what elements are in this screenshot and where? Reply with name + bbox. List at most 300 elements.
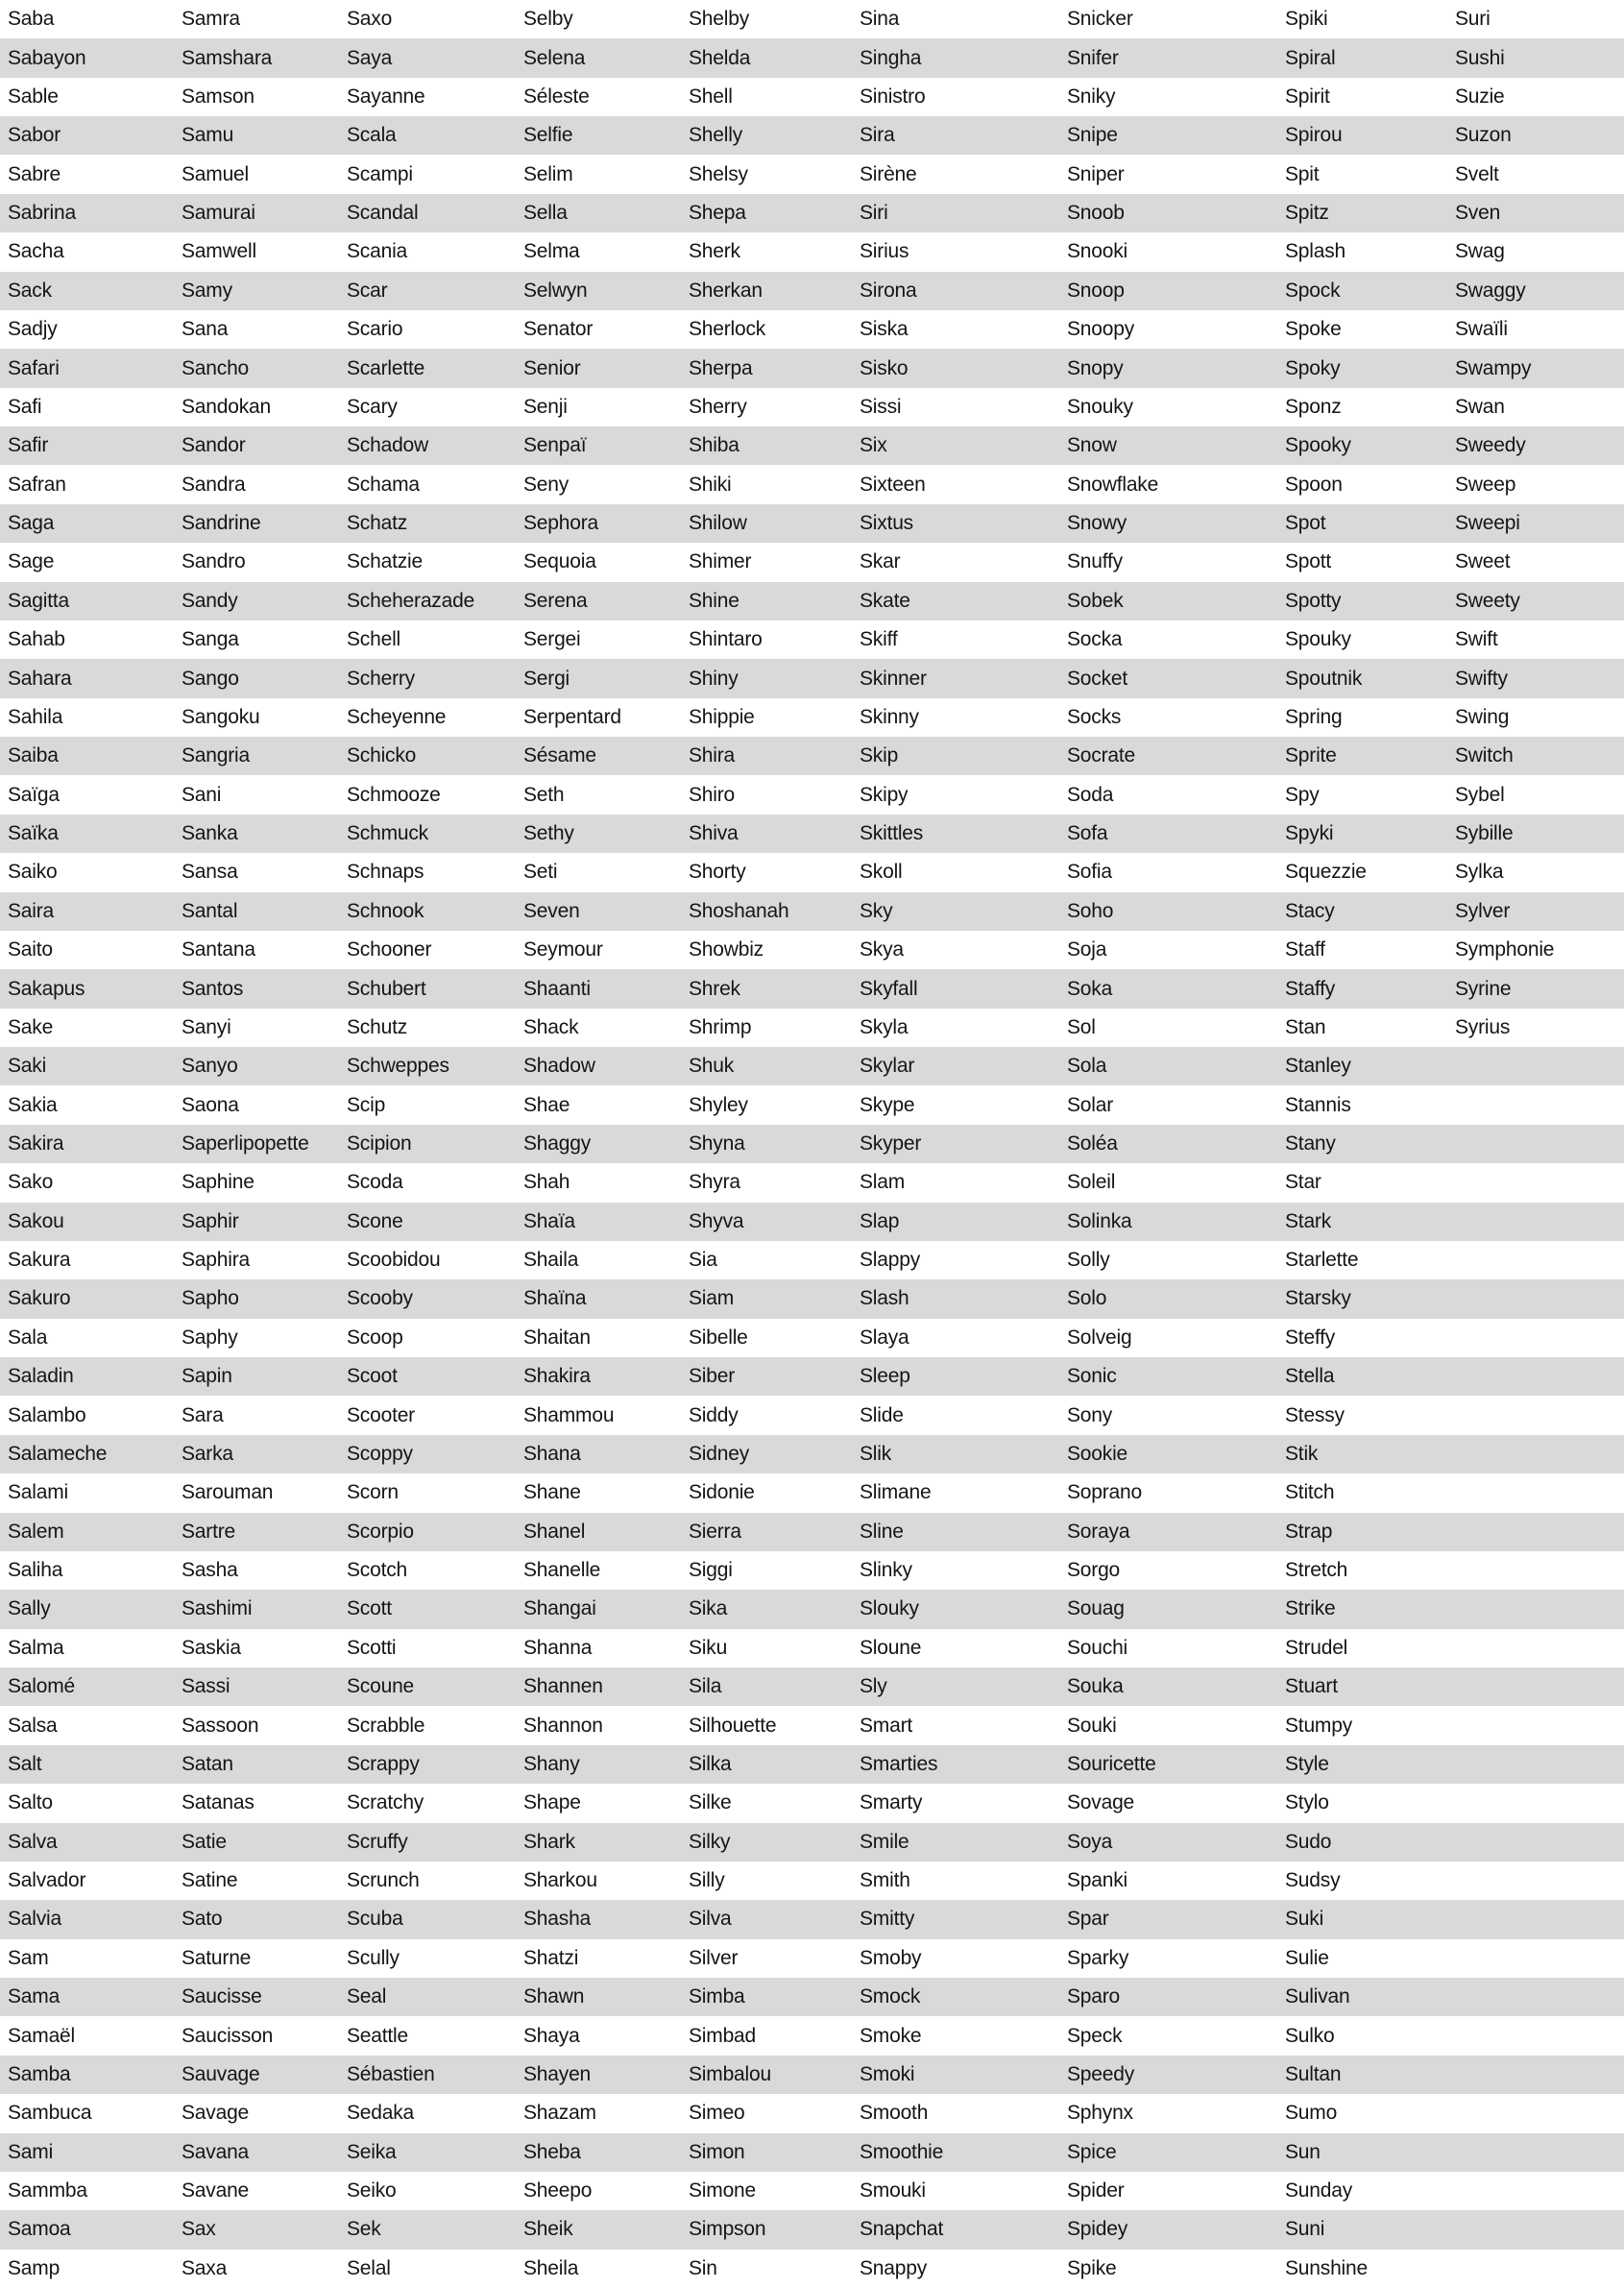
table-cell: Swag	[1455, 240, 1505, 263]
table-cell: Scooter	[347, 1403, 415, 1426]
table-cell: Slap	[860, 1209, 900, 1232]
table-row	[0, 232, 1624, 271]
table-cell: Scorn	[347, 1481, 399, 1504]
table-cell: Scoobidou	[347, 1249, 441, 1272]
table-cell: Stanley	[1285, 1055, 1351, 1078]
table-cell: Sherry	[689, 395, 747, 418]
table-row	[0, 2250, 1624, 2288]
table-cell: Spice	[1067, 2140, 1117, 2163]
table-cell: Sabrina	[8, 202, 76, 225]
table-cell: Sixteen	[860, 473, 926, 496]
table-cell: Shae	[523, 1093, 570, 1116]
table-cell: Skar	[860, 550, 901, 573]
table-cell: Simbad	[689, 2024, 757, 2047]
table-cell: Shaggy	[523, 1132, 592, 1155]
table-cell: Sinistro	[860, 85, 926, 108]
table-cell: Stan	[1285, 1015, 1326, 1038]
table-cell: Shine	[689, 589, 739, 612]
table-cell	[1447, 2250, 1624, 2288]
table-cell: Senator	[523, 318, 594, 341]
table-cell: Snopy	[1067, 356, 1124, 379]
table-cell: Snoopy	[1067, 318, 1135, 341]
table-cell: Smile	[860, 1830, 909, 1853]
table-cell: Silhouette	[689, 1714, 777, 1737]
table-cell: Solly	[1067, 1249, 1110, 1272]
table-cell: Samoa	[8, 2218, 71, 2241]
table-cell: Seymour	[523, 938, 603, 961]
table-row	[0, 737, 1624, 775]
table-cell: Sequoia	[523, 550, 596, 573]
table-cell: Scip	[347, 1093, 386, 1116]
table-cell: Salvador	[8, 1869, 86, 1892]
table-cell: Sammba	[8, 2179, 87, 2203]
table-cell: Sniper	[1067, 162, 1125, 185]
table-cell: Sabre	[8, 162, 61, 185]
table-cell: Shiki	[689, 473, 732, 496]
table-cell	[1447, 1823, 1624, 1862]
table-cell: Skyla	[860, 1015, 909, 1038]
table-cell: Sirène	[860, 162, 917, 185]
table-cell: Sakira	[8, 1132, 64, 1155]
table-cell: Stacy	[1285, 899, 1335, 922]
table-cell: Serena	[523, 589, 588, 612]
table-cell: Sagitta	[8, 589, 69, 612]
table-cell: Soprano	[1067, 1481, 1142, 1504]
table-cell: Snoop	[1067, 279, 1125, 302]
table-row	[0, 38, 1624, 77]
table-cell: Sphynx	[1067, 2102, 1133, 2125]
table-cell: Spoon	[1285, 473, 1343, 496]
table-cell	[1447, 1513, 1624, 1551]
table-cell: Sweepi	[1455, 512, 1520, 535]
table-cell: Steffy	[1285, 1326, 1336, 1349]
table-cell: Selfie	[523, 124, 573, 147]
table-cell: Showbiz	[689, 938, 764, 961]
table-cell: Slimane	[860, 1481, 932, 1504]
table-cell: Shaïa	[523, 1209, 575, 1232]
table-cell: Sansa	[182, 861, 238, 884]
table-cell: Skinner	[860, 667, 927, 690]
table-cell: Slouky	[860, 1597, 919, 1620]
table-cell: Scandal	[347, 202, 419, 225]
table-cell: Soraya	[1067, 1520, 1130, 1543]
table-cell	[1447, 2210, 1624, 2249]
table-cell	[1447, 1745, 1624, 1784]
table-cell: Spoutnik	[1285, 667, 1363, 690]
table-cell: Silva	[689, 1908, 732, 1931]
table-row	[0, 582, 1624, 621]
table-cell: Simon	[689, 2140, 745, 2163]
table-cell: Shanelle	[523, 1559, 601, 1582]
table-row	[0, 426, 1624, 465]
table-cell: Skylar	[860, 1055, 915, 1078]
table-cell: Saskia	[182, 1636, 241, 1659]
table-cell: Shyra	[689, 1171, 740, 1194]
table-cell: Soléa	[1067, 1132, 1118, 1155]
table-cell: Seiko	[347, 2179, 397, 2203]
table-cell: Suki	[1285, 1908, 1324, 1931]
table-cell: Sulko	[1285, 2024, 1335, 2047]
table-cell: Serpentard	[523, 705, 621, 728]
table-cell	[1447, 1978, 1624, 2016]
table-cell: Sline	[860, 1520, 904, 1543]
table-row	[0, 1085, 1624, 1124]
table-cell: Sudsy	[1285, 1869, 1341, 1892]
table-cell: Shorty	[689, 861, 746, 884]
table-cell: Sakou	[8, 1209, 64, 1232]
table-cell: Safari	[8, 356, 60, 379]
table-cell	[1447, 1125, 1624, 1163]
table-row	[0, 349, 1624, 387]
table-row	[0, 815, 1624, 853]
table-cell: Seika	[347, 2140, 397, 2163]
table-cell: Spy	[1285, 783, 1320, 806]
table-cell: Snowflake	[1067, 473, 1159, 496]
table-cell: Spirit	[1285, 85, 1330, 108]
table-cell: Samba	[8, 2062, 71, 2085]
table-cell: Spoky	[1285, 356, 1341, 379]
table-cell: Sybel	[1455, 783, 1505, 806]
table-cell: Stuart	[1285, 1675, 1338, 1698]
table-cell: Saba	[8, 8, 55, 31]
table-cell: Senpaï	[523, 434, 587, 457]
table-cell: Sovage	[1067, 1791, 1135, 1814]
table-row	[0, 1667, 1624, 1706]
table-cell: Shira	[689, 744, 736, 767]
table-cell: Sweep	[1455, 473, 1516, 496]
table-cell: Sage	[8, 550, 55, 573]
table-cell: Shaila	[523, 1249, 579, 1272]
table-row	[0, 621, 1624, 659]
table-row	[0, 465, 1624, 503]
table-cell	[1447, 1279, 1624, 1318]
table-cell: Sierra	[689, 1520, 741, 1543]
table-cell: Symphonie	[1455, 938, 1555, 961]
table-cell: Sherkan	[689, 279, 763, 302]
table-cell: Starsky	[1285, 1287, 1351, 1310]
table-cell: Simone	[689, 2179, 757, 2203]
table-cell	[1447, 1784, 1624, 1822]
table-cell: Stannis	[1285, 1093, 1351, 1116]
table-cell: Scampi	[347, 162, 413, 185]
table-cell: Swampy	[1455, 356, 1532, 379]
table-cell: Schmuck	[347, 822, 428, 845]
table-cell: Shayen	[523, 2062, 592, 2085]
table-cell: Shyna	[689, 1132, 745, 1155]
table-cell: Saxo	[347, 8, 393, 31]
table-cell: Salomé	[8, 1675, 76, 1698]
table-cell: Shark	[523, 1830, 575, 1853]
table-cell: Saperlipopette	[182, 1132, 309, 1155]
table-cell: Shaitan	[523, 1326, 591, 1349]
table-row	[0, 1706, 1624, 1744]
table-cell: Sakia	[8, 1093, 58, 1116]
table-cell: Scrabble	[347, 1714, 425, 1737]
table-cell: Schnook	[347, 899, 424, 922]
table-row	[0, 2094, 1624, 2132]
table-cell: Seth	[523, 783, 565, 806]
table-cell: Spidey	[1067, 2218, 1128, 2241]
table-cell	[1447, 1629, 1624, 1667]
table-cell: Salameche	[8, 1442, 108, 1465]
table-cell: Schubert	[347, 977, 426, 1000]
table-cell: Seal	[347, 1985, 387, 2008]
table-cell: Sésame	[523, 744, 596, 767]
table-cell: Selal	[347, 2256, 391, 2279]
table-cell: Sapho	[182, 1287, 239, 1310]
table-cell: Sibelle	[689, 1326, 748, 1349]
table-cell: Sassoon	[182, 1714, 259, 1737]
table-cell: Sabayon	[8, 46, 86, 69]
table-cell: Seti	[523, 861, 558, 884]
table-cell: Sheik	[523, 2218, 573, 2241]
table-cell: Sleep	[860, 1365, 910, 1388]
table-cell: Senji	[523, 395, 568, 418]
table-cell: Skyper	[860, 1132, 922, 1155]
table-cell: Sika	[689, 1597, 728, 1620]
table-cell	[1447, 2172, 1624, 2210]
table-cell: Sven	[1455, 202, 1501, 225]
table-cell: Suzon	[1455, 124, 1512, 147]
table-row	[0, 388, 1624, 426]
table-cell: Selwyn	[523, 279, 588, 302]
table-cell: Snipe	[1067, 124, 1118, 147]
table-cell: Scoop	[347, 1326, 403, 1349]
table-cell: Shannen	[523, 1675, 603, 1698]
table-cell: Saphy	[182, 1326, 238, 1349]
table-cell: Snappy	[860, 2256, 928, 2279]
table-cell: Sayanne	[347, 85, 425, 108]
table-cell: Salto	[8, 1791, 53, 1814]
table-cell: Skittles	[860, 822, 924, 845]
table-cell: Smitty	[860, 1908, 915, 1931]
table-cell: Six	[860, 434, 887, 457]
table-cell: Sephora	[523, 512, 598, 535]
table-cell: Snooki	[1067, 240, 1128, 263]
table-cell: Sahab	[8, 628, 65, 651]
table-row	[0, 1047, 1624, 1085]
table-cell	[1447, 1396, 1624, 1434]
table-cell: Saxa	[182, 2256, 228, 2279]
table-cell: Sama	[8, 1985, 61, 2008]
table-cell: Shanel	[523, 1520, 586, 1543]
table-cell: Slaya	[860, 1326, 909, 1349]
table-cell: Scratchy	[347, 1791, 424, 1814]
table-cell	[1447, 1667, 1624, 1706]
table-cell: Satine	[182, 1869, 238, 1892]
table-cell: Shuk	[689, 1055, 735, 1078]
table-cell: Skiff	[860, 628, 898, 651]
table-row	[0, 853, 1624, 891]
table-cell: Scotch	[347, 1559, 407, 1582]
table-cell: Scania	[347, 240, 408, 263]
table-cell: Sponz	[1285, 395, 1342, 418]
table-cell: Souag	[1067, 1597, 1125, 1620]
table-cell: Sherk	[689, 240, 740, 263]
table-row	[0, 116, 1624, 155]
table-cell: Sixtus	[860, 512, 913, 535]
table-cell: Scar	[347, 279, 388, 302]
table-cell: Shazam	[523, 2102, 596, 2125]
table-cell: Selim	[523, 162, 573, 185]
table-cell: Stumpy	[1285, 1714, 1352, 1737]
table-cell: Stark	[1285, 1209, 1332, 1232]
table-cell: Sina	[860, 8, 900, 31]
table-cell: Souchi	[1067, 1636, 1128, 1659]
table-cell: Shana	[523, 1442, 581, 1465]
table-cell: Sky	[860, 899, 893, 922]
table-cell: Sobek	[1067, 589, 1124, 612]
table-cell: Shaya	[523, 2024, 580, 2047]
table-cell: Sanga	[182, 628, 239, 651]
table-cell: Speedy	[1067, 2062, 1135, 2085]
table-cell: Slam	[860, 1171, 906, 1194]
table-cell: Saiba	[8, 744, 59, 767]
table-cell: Smock	[860, 1985, 921, 2008]
table-cell: Sango	[182, 667, 239, 690]
table-cell: Shippie	[689, 705, 755, 728]
table-cell: Sanyi	[182, 1015, 231, 1038]
table-cell: Schatz	[347, 512, 407, 535]
table-cell: Sanyo	[182, 1055, 238, 1078]
table-cell: Switch	[1455, 744, 1514, 767]
table-cell: Saona	[182, 1093, 239, 1116]
table-cell: Sheila	[523, 2256, 579, 2279]
table-cell: Sirona	[860, 279, 917, 302]
table-cell: Swan	[1455, 395, 1505, 418]
table-cell: Saladin	[8, 1365, 74, 1388]
table-row	[0, 1939, 1624, 1978]
table-row	[0, 1590, 1624, 1628]
table-cell	[1447, 1473, 1624, 1512]
table-row	[0, 1279, 1624, 1318]
table-cell: Sakapus	[8, 977, 85, 1000]
table-cell: Swifty	[1455, 667, 1508, 690]
table-cell	[1447, 1047, 1624, 1085]
table-cell: Savane	[182, 2179, 250, 2203]
table-cell: Swaggy	[1455, 279, 1526, 302]
table-cell: Sparo	[1067, 1985, 1121, 2008]
table-cell: Samwell	[182, 240, 256, 263]
table-cell: Shelly	[689, 124, 742, 147]
table-cell: Syrius	[1455, 1015, 1511, 1038]
table-row	[0, 1203, 1624, 1241]
table-cell: Spring	[1285, 705, 1343, 728]
table-cell: Snuffy	[1067, 550, 1123, 573]
table-cell: Suzie	[1455, 85, 1505, 108]
table-cell: Shrek	[689, 977, 740, 1000]
table-cell: Sasha	[182, 1559, 238, 1582]
table-cell: Scoppy	[347, 1442, 413, 1465]
table-cell: Soya	[1067, 1830, 1113, 1853]
table-cell: Swift	[1455, 628, 1498, 651]
table-cell: Scully	[347, 1946, 400, 1969]
table-cell: Salva	[8, 1830, 58, 1853]
table-cell: Sissi	[860, 395, 902, 418]
table-cell: Saphine	[182, 1171, 255, 1194]
table-cell: Shawn	[523, 1985, 585, 2008]
table-cell: Soleil	[1067, 1171, 1116, 1194]
table-cell: Socket	[1067, 667, 1127, 690]
table-cell: Sangria	[182, 744, 250, 767]
table-cell: Shelsy	[689, 162, 748, 185]
table-cell: Sirius	[860, 240, 909, 263]
table-row	[0, 2056, 1624, 2094]
table-cell: Sako	[8, 1171, 54, 1194]
table-cell: Santana	[182, 938, 255, 961]
table-cell: Slash	[860, 1287, 909, 1310]
table-cell: Suni	[1285, 2218, 1325, 2241]
table-cell: Sheba	[523, 2140, 581, 2163]
table-cell: Seny	[523, 473, 570, 496]
table-cell: Scuba	[347, 1908, 403, 1931]
table-cell: Siku	[689, 1636, 728, 1659]
table-cell: Scheyenne	[347, 705, 447, 728]
table-cell: Siddy	[689, 1403, 739, 1426]
table-cell: Shaanti	[523, 977, 591, 1000]
table-cell	[1447, 2056, 1624, 2094]
table-cell: Scooby	[347, 1287, 413, 1310]
table-cell	[1447, 1551, 1624, 1590]
table-cell: Savage	[182, 2102, 250, 2125]
table-cell: Stany	[1285, 1132, 1336, 1155]
table-cell: Spot	[1285, 512, 1326, 535]
table-cell: Samra	[182, 8, 240, 31]
table-row	[0, 1513, 1624, 1551]
table-cell	[1447, 1900, 1624, 1938]
table-cell	[1447, 1357, 1624, 1396]
table-cell: Sahila	[8, 705, 63, 728]
table-cell: Smart	[860, 1714, 913, 1737]
table-cell: Sakuro	[8, 1287, 71, 1310]
table-cell: Sergi	[523, 667, 570, 690]
table-cell: Shangai	[523, 1597, 596, 1620]
table-cell: Sethy	[523, 822, 574, 845]
table-row	[0, 310, 1624, 349]
table-cell: Snowy	[1067, 512, 1127, 535]
table-cell: Sookie	[1067, 1442, 1128, 1465]
table-cell	[1447, 1163, 1624, 1202]
table-cell: Shelby	[689, 8, 750, 31]
table-cell: Safi	[8, 395, 42, 418]
table-cell: Socka	[1067, 628, 1123, 651]
table-row	[0, 1900, 1624, 1938]
table-cell: Slide	[860, 1403, 904, 1426]
table-cell: Shane	[523, 1481, 581, 1504]
table-cell: Smoothie	[860, 2140, 944, 2163]
table-cell: Saphir	[182, 1209, 239, 1232]
table-cell: Solar	[1067, 1093, 1114, 1116]
table-row	[0, 698, 1624, 737]
table-cell: Smarty	[860, 1791, 923, 1814]
table-cell: Scala	[347, 124, 397, 147]
table-cell: Scott	[347, 1597, 392, 1620]
table-cell: Skip	[860, 744, 899, 767]
table-cell: Salvia	[8, 1908, 61, 1931]
table-cell: Scrunch	[347, 1869, 420, 1892]
table-cell: Spouky	[1285, 628, 1351, 651]
table-cell: Smoki	[860, 2062, 915, 2085]
table-cell: Sumo	[1285, 2102, 1338, 2125]
table-cell: Silke	[689, 1791, 732, 1814]
table-row	[0, 1745, 1624, 1784]
table-cell: Schooner	[347, 938, 432, 961]
table-row	[0, 1862, 1624, 1900]
table-cell: Sauvage	[182, 2062, 260, 2085]
table-cell: Scoda	[347, 1171, 403, 1194]
table-cell: Sally	[8, 1597, 51, 1620]
table-cell: Samurai	[182, 202, 255, 225]
